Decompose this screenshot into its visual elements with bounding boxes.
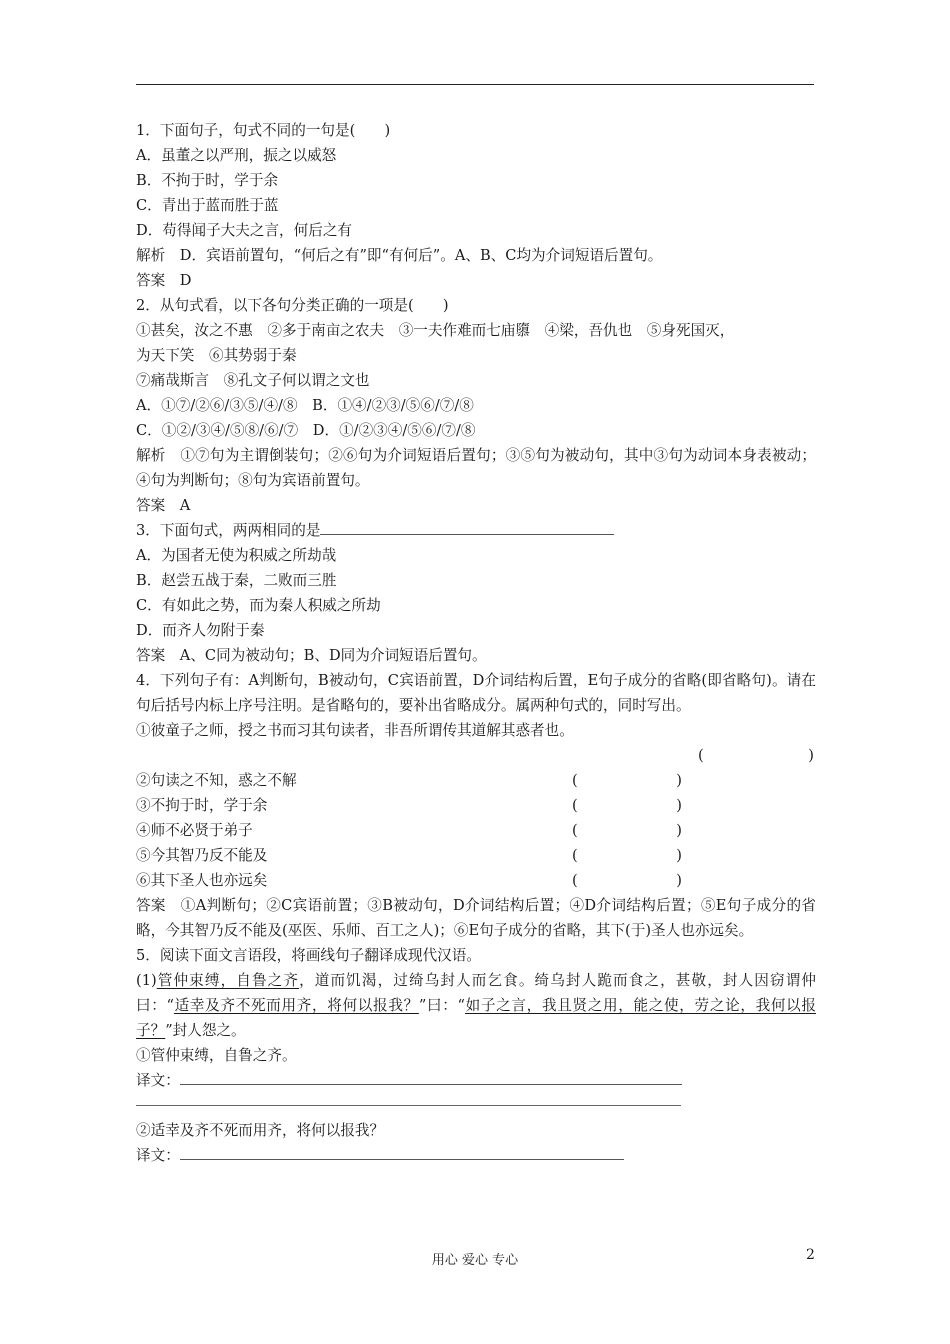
- translation-1-blank[interactable]: [180, 1070, 682, 1085]
- q4-row-6: [136, 868, 816, 893]
- q2-options-ab: A．①⑦/②⑥/③⑤/④/⑧ B．①④/②③/⑤⑥/⑦/⑧: [136, 397, 474, 414]
- q4-row-text: ③不拘于时，学于余: [136, 797, 268, 814]
- page-number: 2: [806, 1247, 815, 1263]
- translation-1-blank-line2: [136, 1105, 681, 1106]
- q3-stem-row: [136, 518, 816, 543]
- q5-sentence-1: ①管仲束缚，自鲁之齐。: [136, 1047, 297, 1064]
- bracket-close: ): [676, 772, 682, 789]
- q1-option-b: B．不拘于时，学于余: [136, 172, 279, 189]
- q5-sentence-2: ②适幸及齐不死而用齐，将何以报我？: [136, 1122, 385, 1139]
- bracket-open: (: [572, 772, 578, 789]
- q3-option-d: D．而齐人勿附于秦: [136, 622, 265, 639]
- q3-stem: 3．下面句式，两两相同的是: [136, 522, 321, 539]
- q2-stem: 2．从句式看，以下各句分类正确的一项是( ): [136, 297, 449, 314]
- q1-option-d: D．苟得闻子大夫之言，何后之有: [136, 222, 353, 239]
- passage-text: ”封人怨之。: [165, 1022, 246, 1039]
- q1-stem: 1．下面句子，句式不同的一句是( ): [136, 122, 391, 139]
- q4-sentence-1: ①彼童子之师，授之书而习其句读者，非吾所谓传其道解其惑者也。: [136, 722, 574, 739]
- q3-option-b: B．赵尝五战于秦，二败而三胜: [136, 572, 337, 589]
- q2-items-line1: ①甚矣，汝之不惠 ②多于南亩之农夫 ③一夫作难而七庙隳 ④梁，吾仇也 ⑤身死国灭，: [136, 322, 735, 339]
- translation-2-blank[interactable]: [180, 1145, 624, 1160]
- underlined-sentence-3: 如子之言，我且贤之用，能之使，劳之论，我何以报子？: [136, 997, 816, 1039]
- q5-translation-2-row: [136, 1143, 816, 1168]
- q4-row-text: ④师不必贤于弟子: [136, 822, 253, 839]
- bracket-open: (: [572, 872, 578, 889]
- q3-answer: 答案 A、C同为被动句；B、D同为介词短语后置句。: [136, 647, 487, 664]
- q4-stem: 4．下列句子有：A判断句，B被动句，C宾语前置，D介词结构后置，E句子成分的省略(即省略句)。请在句后括号内标上序号注明。是省略句的，要补出省略成分。属两种句式的，同时写出。: [136, 672, 816, 714]
- q3-option-c: C．有如此之势，而为秦人积威之所劫: [136, 597, 381, 614]
- bracket-open: (: [572, 847, 578, 864]
- bracket-open: (: [572, 797, 578, 814]
- bracket-close: ): [676, 797, 682, 814]
- underlined-sentence-1: 管仲束缚，自鲁之齐: [156, 972, 300, 989]
- q2-items-line3: ⑦痛哉斯言 ⑧孔文子何以谓之文也: [136, 372, 370, 389]
- q3-answer-blank[interactable]: [320, 520, 614, 535]
- page-footer: 用心 爱心 专心: [431, 1253, 519, 1268]
- q4-row-2: [136, 768, 816, 793]
- translation-label: 译文：: [136, 1072, 180, 1089]
- passage-text: ”曰：“: [418, 997, 465, 1014]
- q4-row-5: [136, 843, 816, 868]
- underlined-sentence-2: 适幸及齐不死而用齐，将何以报我？: [173, 997, 419, 1014]
- q4-answer: 答案 ①A判断句；②C宾语前置；③B被动句，D介词结构后置；④D介词结构后置；⑤E句子成分的省略，今其智乃反不能及(巫医、乐师、百工之人)；⑥E句子成分的省略，其下(于)圣人也亦远矣。: [136, 897, 816, 939]
- q4-row-text: ⑥其下圣人也亦远矣: [136, 872, 268, 889]
- passage-label: (1): [136, 972, 157, 989]
- translation-label: 译文：: [136, 1147, 180, 1164]
- q4-row-4: [136, 818, 816, 843]
- q4-sentence-1-bracket[interactable]: [136, 743, 816, 768]
- bracket-close: ): [808, 747, 814, 764]
- q1-analysis: 解析 D．宾语前置句，“何后之有”即“有何后”。A、B、C均为介词短语后置句。: [136, 247, 663, 264]
- header-rule: [136, 84, 814, 85]
- q1-option-c: C．青出于蓝而胜于蓝: [136, 197, 279, 214]
- page-body: [136, 118, 816, 1168]
- q2-analysis: 解析 ①⑦句为主谓倒装句；②⑥句为介词短语后置句；③⑤句为被动句，其中③句为动词本身表被动；④句为判断句；⑧句为宾语前置句。: [136, 447, 816, 489]
- q4-row-text: ②句读之不知，惑之不解: [136, 772, 297, 789]
- bracket-open: (: [698, 747, 704, 764]
- q5-passage: [136, 968, 816, 1043]
- bracket-open: (: [572, 822, 578, 839]
- q5-translation-1-continuation[interactable]: [136, 1093, 816, 1118]
- q2-answer: 答案 A: [136, 497, 191, 514]
- bracket-close: ): [676, 822, 682, 839]
- passage-text: ，道而饥渴，过绮乌封人而乞食。绮乌封人跪而食之，甚敬，封人因窃谓仲曰：“: [136, 972, 816, 1014]
- q5-stem: 5．阅读下面文言语段，将画线句子翻译成现代汉语。: [136, 947, 481, 964]
- q1-answer: 答案 D: [136, 272, 192, 289]
- bracket-close: ): [676, 847, 682, 864]
- q3-option-a: A．为国者无使为积威之所劫哉: [136, 547, 337, 564]
- q2-options-cd: C．①②/③④/⑤⑧/⑥/⑦ D．①/②③④/⑤⑥/⑦/⑧: [136, 422, 476, 439]
- q2-items-line2: 为天下笑 ⑥其势弱于秦: [136, 347, 297, 364]
- q4-row-text: ⑤今其智乃反不能及: [136, 847, 268, 864]
- bracket-close: ): [676, 872, 682, 889]
- q5-translation-1-row: [136, 1068, 816, 1093]
- q4-row-3: [136, 793, 816, 818]
- q1-option-a: A．虽董之以严刑，振之以威怒: [136, 147, 337, 164]
